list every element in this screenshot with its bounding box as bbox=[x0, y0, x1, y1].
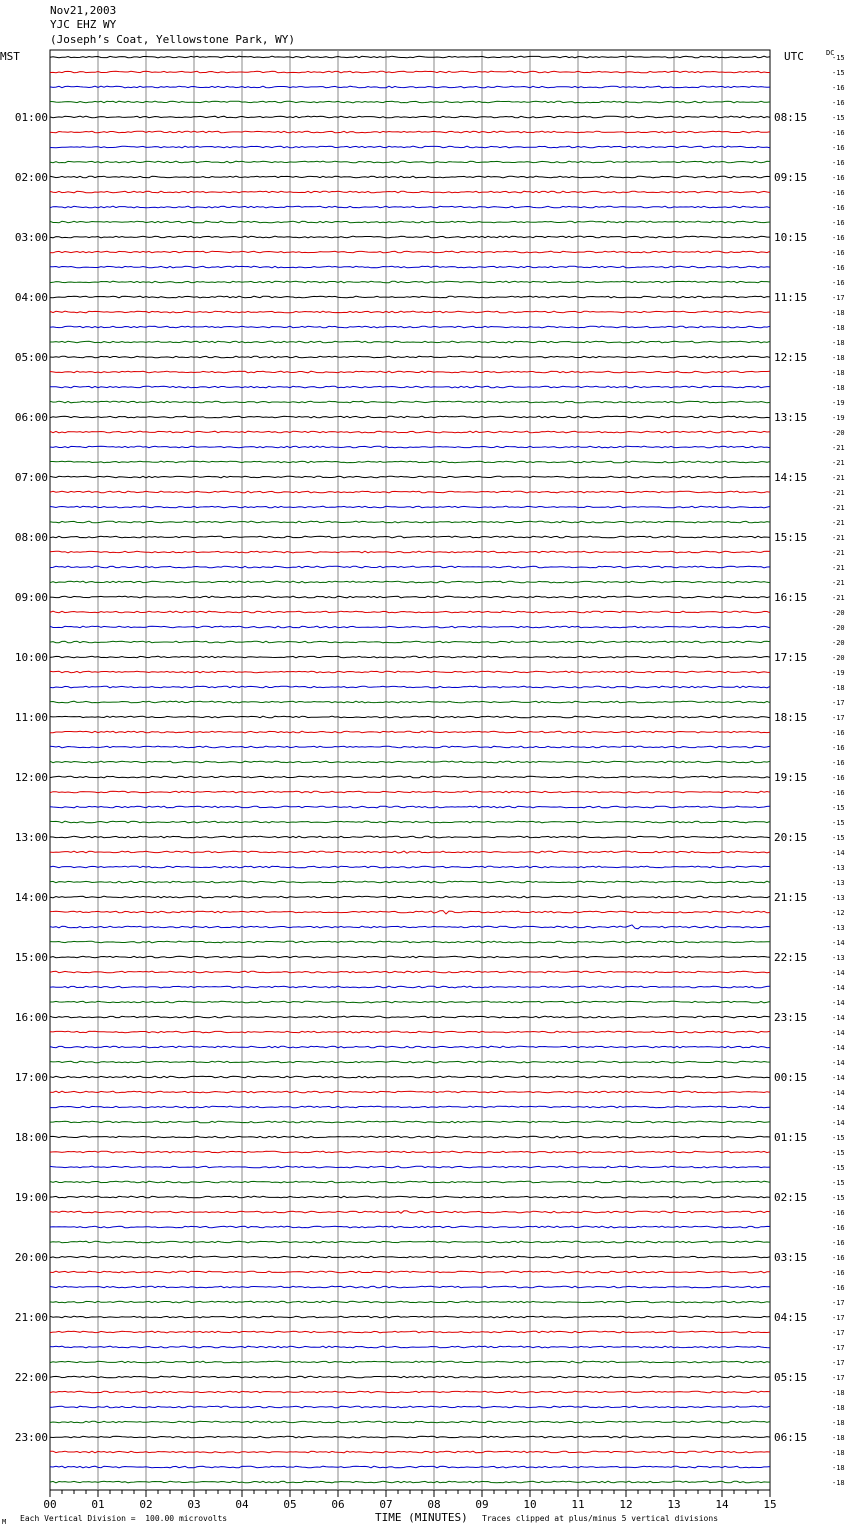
dc-offset-value: -17 bbox=[832, 1314, 845, 1322]
dc-offset-value: -14 bbox=[832, 984, 845, 992]
dc-offset-value: -15 bbox=[832, 69, 845, 77]
dc-offset-value: -16 bbox=[832, 144, 845, 152]
trace-line bbox=[50, 311, 770, 313]
trace-line bbox=[50, 506, 770, 508]
dc-offset-value: -13 bbox=[832, 864, 845, 872]
dc-offset-value: -16 bbox=[832, 234, 845, 242]
right-hour-label: 02:15 bbox=[774, 1191, 808, 1204]
trace-line bbox=[50, 1346, 770, 1348]
dc-offset-value: -16 bbox=[832, 99, 845, 107]
right-hour-label: 20:15 bbox=[774, 831, 808, 844]
trace-line bbox=[50, 1481, 770, 1483]
dc-offset-value: -13 bbox=[832, 954, 845, 962]
x-tick-label: 13 bbox=[667, 1498, 681, 1511]
trace-line bbox=[50, 191, 770, 193]
dc-offset-value: -17 bbox=[832, 714, 845, 722]
dc-offset-value: -16 bbox=[832, 744, 845, 752]
dc-offset-value: -20 bbox=[832, 609, 845, 617]
trace-line bbox=[50, 326, 770, 328]
dc-offset-value: -18 bbox=[832, 1434, 845, 1442]
x-tick-label: 06 bbox=[331, 1498, 345, 1511]
dc-offset-value: -14 bbox=[832, 1089, 845, 1097]
trace-line bbox=[50, 461, 770, 463]
trace-line bbox=[50, 836, 770, 838]
right-hour-label: 13:15 bbox=[774, 411, 808, 424]
trace-line bbox=[50, 1391, 770, 1393]
left-hour-label: 13:00 bbox=[14, 831, 48, 844]
trace-line bbox=[50, 866, 770, 868]
x-tick-label: 09 bbox=[475, 1498, 489, 1511]
dc-offset-value: -18 bbox=[832, 384, 845, 392]
trace-line bbox=[50, 896, 770, 898]
trace-line bbox=[50, 821, 770, 823]
right-hour-label: 05:15 bbox=[774, 1371, 808, 1384]
trace-line bbox=[50, 341, 770, 343]
x-tick-label: 04 bbox=[235, 1498, 249, 1511]
dc-offset-value: -17 bbox=[832, 699, 845, 707]
left-hour-label: 22:00 bbox=[14, 1371, 48, 1384]
trace-line bbox=[50, 641, 770, 643]
trace-line bbox=[50, 116, 770, 118]
dc-offset-value: -19 bbox=[832, 414, 845, 422]
right-hour-label: 17:15 bbox=[774, 651, 808, 664]
right-hour-label: 06:15 bbox=[774, 1431, 808, 1444]
trace-line bbox=[50, 1256, 770, 1258]
dc-offset-value: -18 bbox=[832, 1419, 845, 1427]
dc-offset-value: -17 bbox=[832, 1329, 845, 1337]
dc-offset-value: -18 bbox=[832, 1449, 845, 1457]
trace-line bbox=[50, 371, 770, 373]
trace-line bbox=[50, 1286, 770, 1288]
trace-line bbox=[50, 1181, 770, 1183]
trace-line bbox=[50, 1196, 770, 1198]
trace-line bbox=[50, 731, 770, 733]
trace-line bbox=[50, 551, 770, 553]
trace-line bbox=[50, 986, 770, 988]
x-tick-label: 14 bbox=[715, 1498, 729, 1511]
trace-line bbox=[50, 281, 770, 283]
dc-offset-value: -16 bbox=[832, 1254, 845, 1262]
trace-line bbox=[50, 1451, 770, 1453]
trace-line bbox=[50, 1316, 770, 1318]
dc-offset-value: -21 bbox=[832, 534, 845, 542]
dc-offset-value: -18 bbox=[832, 354, 845, 362]
trace-line bbox=[50, 626, 770, 628]
dc-offset-value: -14 bbox=[832, 1059, 845, 1067]
left-hour-label: 23:00 bbox=[14, 1431, 48, 1444]
dc-offset-value: -15 bbox=[832, 834, 845, 842]
right-hour-label: 23:15 bbox=[774, 1011, 808, 1024]
trace-line bbox=[50, 1211, 770, 1213]
dc-offset-value: -16 bbox=[832, 264, 845, 272]
dc-offset-value: -16 bbox=[832, 1224, 845, 1232]
dc-offset-value: -16 bbox=[832, 1284, 845, 1292]
dc-offset-value: -15 bbox=[832, 819, 845, 827]
trace-line bbox=[50, 146, 770, 148]
dc-offset-value: -16 bbox=[832, 729, 845, 737]
right-hour-label: 00:15 bbox=[774, 1071, 808, 1084]
trace-line bbox=[50, 1376, 770, 1378]
trace-line bbox=[50, 686, 770, 688]
dc-offset-value: -14 bbox=[832, 1104, 845, 1112]
x-tick-label: 00 bbox=[43, 1498, 57, 1511]
trace-line bbox=[50, 911, 770, 914]
dc-offset-value: -14 bbox=[832, 999, 845, 1007]
trace-line bbox=[50, 701, 770, 703]
trace-line bbox=[50, 1331, 770, 1333]
trace-line bbox=[50, 671, 770, 673]
dc-offset-value: -13 bbox=[832, 924, 845, 932]
trace-line bbox=[50, 1166, 770, 1168]
trace-line bbox=[50, 1466, 770, 1468]
dc-offset-value: -16 bbox=[832, 219, 845, 227]
dc-offset-value: -19 bbox=[832, 669, 845, 677]
trace-line bbox=[50, 176, 770, 178]
footer-mark: M bbox=[2, 1518, 7, 1526]
dc-offset-value: -14 bbox=[832, 1074, 845, 1082]
dc-offset-value: -15 bbox=[832, 1134, 845, 1142]
right-hour-label: 01:15 bbox=[774, 1131, 808, 1144]
dc-offset-value: -18 bbox=[832, 369, 845, 377]
trace-line bbox=[50, 521, 770, 523]
dc-offset-value: -17 bbox=[832, 294, 845, 302]
x-tick-label: 02 bbox=[139, 1498, 153, 1511]
dc-offset-value: -17 bbox=[832, 1344, 845, 1352]
trace-line bbox=[50, 86, 770, 88]
dc-offset-value: -21 bbox=[832, 519, 845, 527]
trace-line bbox=[50, 581, 770, 583]
dc-offset-value: -13 bbox=[832, 894, 845, 902]
trace-line bbox=[50, 416, 770, 418]
vertical-division-note: Each Vertical Division = 100.00 microvolts bbox=[20, 1514, 228, 1523]
trace-line bbox=[50, 1061, 770, 1063]
x-tick-label: 08 bbox=[427, 1498, 441, 1511]
dc-offset-value: -16 bbox=[832, 174, 845, 182]
left-hour-label: 20:00 bbox=[14, 1251, 48, 1264]
left-hour-label: 16:00 bbox=[14, 1011, 48, 1024]
dc-offset-value: -18 bbox=[832, 684, 845, 692]
x-tick-label: 01 bbox=[91, 1498, 105, 1511]
left-hour-label: 19:00 bbox=[14, 1191, 48, 1204]
trace-line bbox=[50, 251, 770, 253]
trace-line bbox=[50, 881, 770, 883]
right-hour-label: 04:15 bbox=[774, 1311, 808, 1324]
dc-offset-value: -17 bbox=[832, 1374, 845, 1382]
dc-offset-value: -17 bbox=[832, 1359, 845, 1367]
right-hour-label: 12:15 bbox=[774, 351, 808, 364]
dc-offset-value: -15 bbox=[832, 1164, 845, 1172]
dc-offset-value: -14 bbox=[832, 969, 845, 977]
trace-line bbox=[50, 611, 770, 613]
dc-offset-value: -16 bbox=[832, 249, 845, 257]
dc-offset-value: -16 bbox=[832, 1239, 845, 1247]
trace-line bbox=[50, 71, 770, 73]
left-hour-label: 07:00 bbox=[14, 471, 48, 484]
trace-line bbox=[50, 56, 770, 58]
dc-offset-value: -16 bbox=[832, 279, 845, 287]
left-hour-label: 17:00 bbox=[14, 1071, 48, 1084]
trace-line bbox=[50, 236, 770, 238]
dc-offset-value: -18 bbox=[832, 1389, 845, 1397]
dc-offset-value: -18 bbox=[832, 324, 845, 332]
dc-offset-value: -15 bbox=[832, 114, 845, 122]
dc-offset-value: -21 bbox=[832, 504, 845, 512]
trace-line bbox=[50, 386, 770, 388]
dc-offset-value: -15 bbox=[832, 1194, 845, 1202]
trace-line bbox=[50, 956, 770, 958]
trace-line bbox=[50, 161, 770, 163]
trace-line bbox=[50, 941, 770, 943]
left-hour-label: 21:00 bbox=[14, 1311, 48, 1324]
trace-line bbox=[50, 1301, 770, 1303]
dc-offset-value: -16 bbox=[832, 1209, 845, 1217]
trace-line bbox=[50, 206, 770, 208]
dc-offset-label: DC bbox=[826, 49, 835, 57]
trace-line bbox=[50, 1406, 770, 1408]
chart-location: (Joseph’s Coat, Yellowstone Park, WY) bbox=[50, 33, 296, 46]
dc-offset-value: -14 bbox=[832, 849, 845, 857]
right-hour-label: 11:15 bbox=[774, 291, 808, 304]
dc-offset-value: -16 bbox=[832, 774, 845, 782]
dc-offset-value: -16 bbox=[832, 159, 845, 167]
trace-line bbox=[50, 446, 770, 448]
dc-offset-value: -18 bbox=[832, 1404, 845, 1412]
dc-offset-value: -20 bbox=[832, 429, 845, 437]
trace-line bbox=[50, 1016, 770, 1018]
dc-offset-value: -20 bbox=[832, 654, 845, 662]
dc-offset-value: -20 bbox=[832, 639, 845, 647]
trace-line bbox=[50, 806, 770, 808]
left-hour-label: 02:00 bbox=[14, 171, 48, 184]
dc-offset-value: -21 bbox=[832, 459, 845, 467]
dc-offset-value: -21 bbox=[832, 489, 845, 497]
trace-line bbox=[50, 1046, 770, 1048]
right-hour-label: 14:15 bbox=[774, 471, 808, 484]
dc-offset-value: -14 bbox=[832, 1044, 845, 1052]
x-tick-label: 10 bbox=[523, 1498, 537, 1511]
left-hour-label: 01:00 bbox=[14, 111, 48, 124]
left-hour-label: 06:00 bbox=[14, 411, 48, 424]
left-timezone-label: MST bbox=[0, 50, 20, 63]
trace-line bbox=[50, 1151, 770, 1153]
dc-offset-value: -16 bbox=[832, 189, 845, 197]
trace-line bbox=[50, 131, 770, 133]
left-hour-label: 15:00 bbox=[14, 951, 48, 964]
trace-line bbox=[50, 1436, 770, 1438]
dc-offset-value: -18 bbox=[832, 1464, 845, 1472]
dc-offset-value: -14 bbox=[832, 1014, 845, 1022]
trace-line bbox=[50, 656, 770, 658]
dc-offset-value: -14 bbox=[832, 1029, 845, 1037]
dc-offset-value: -16 bbox=[832, 129, 845, 137]
dc-offset-value: -16 bbox=[832, 1269, 845, 1277]
trace-line bbox=[50, 476, 770, 478]
x-tick-label: 05 bbox=[283, 1498, 297, 1511]
dc-offset-value: -16 bbox=[832, 204, 845, 212]
left-hour-label: 05:00 bbox=[14, 351, 48, 364]
x-tick-label: 11 bbox=[571, 1498, 585, 1511]
trace-line bbox=[50, 101, 770, 103]
right-hour-label: 08:15 bbox=[774, 111, 808, 124]
trace-line bbox=[50, 356, 770, 358]
left-hour-label: 12:00 bbox=[14, 771, 48, 784]
dc-offset-value: -12 bbox=[832, 909, 845, 917]
x-axis-title: TIME (MINUTES) bbox=[375, 1511, 468, 1524]
dc-offset-value: -15 bbox=[832, 1179, 845, 1187]
trace-line bbox=[50, 491, 770, 493]
right-hour-label: 09:15 bbox=[774, 171, 808, 184]
trace-line bbox=[50, 596, 770, 598]
left-hour-label: 08:00 bbox=[14, 531, 48, 544]
dc-offset-value: -15 bbox=[832, 54, 845, 62]
dc-offset-value: -16 bbox=[832, 84, 845, 92]
dc-offset-value: -21 bbox=[832, 594, 845, 602]
dc-offset-value: -21 bbox=[832, 579, 845, 587]
dc-offset-value: -15 bbox=[832, 1149, 845, 1157]
right-hour-label: 21:15 bbox=[774, 891, 808, 904]
left-hour-label: 04:00 bbox=[14, 291, 48, 304]
x-tick-label: 03 bbox=[187, 1498, 201, 1511]
trace-line bbox=[50, 1361, 770, 1363]
dc-offset-value: -18 bbox=[832, 309, 845, 317]
right-hour-label: 16:15 bbox=[774, 591, 808, 604]
left-hour-label: 18:00 bbox=[14, 1131, 48, 1144]
trace-line bbox=[50, 1091, 770, 1093]
trace-line bbox=[50, 776, 770, 778]
x-tick-label: 15 bbox=[763, 1498, 777, 1511]
trace-line bbox=[50, 1121, 770, 1123]
dc-offset-value: -18 bbox=[832, 1479, 845, 1487]
dc-offset-value: -21 bbox=[832, 444, 845, 452]
trace-line bbox=[50, 971, 770, 973]
dc-offset-value: -18 bbox=[832, 339, 845, 347]
chart-date: Nov21,2003 bbox=[50, 4, 117, 17]
trace-line bbox=[50, 716, 770, 718]
trace-line bbox=[50, 536, 770, 538]
plot-frame bbox=[50, 50, 770, 1490]
x-tick-label: 07 bbox=[379, 1498, 393, 1511]
dc-offset-value: -21 bbox=[832, 564, 845, 572]
trace-line bbox=[50, 851, 770, 853]
right-hour-label: 15:15 bbox=[774, 531, 808, 544]
trace-line bbox=[50, 761, 770, 763]
dc-offset-value: -14 bbox=[832, 939, 845, 947]
left-hour-label: 10:00 bbox=[14, 651, 48, 664]
clipping-note: Traces clipped at plus/minus 5 vertical divisions bbox=[482, 1514, 719, 1523]
trace-line bbox=[50, 401, 770, 403]
dc-offset-value: -21 bbox=[832, 549, 845, 557]
dc-offset-value: -20 bbox=[832, 624, 845, 632]
x-tick-label: 12 bbox=[619, 1498, 633, 1511]
right-hour-label: 03:15 bbox=[774, 1251, 808, 1264]
dc-offset-value: -16 bbox=[832, 789, 845, 797]
right-hour-label: 19:15 bbox=[774, 771, 808, 784]
trace-line bbox=[50, 746, 770, 748]
right-hour-label: 18:15 bbox=[774, 711, 808, 724]
dc-offset-value: -16 bbox=[832, 759, 845, 767]
trace-line bbox=[50, 925, 770, 929]
trace-line bbox=[50, 1136, 770, 1138]
trace-line bbox=[50, 1241, 770, 1243]
trace-line bbox=[50, 1001, 770, 1003]
trace-line bbox=[50, 266, 770, 268]
left-hour-label: 03:00 bbox=[14, 231, 48, 244]
chart-station: YJC EHZ WY bbox=[50, 18, 117, 31]
dc-offset-value: -15 bbox=[832, 804, 845, 812]
right-timezone-label: UTC bbox=[784, 50, 804, 63]
trace-line bbox=[50, 221, 770, 223]
trace-line bbox=[50, 1106, 770, 1108]
dc-offset-value: -17 bbox=[832, 1299, 845, 1307]
trace-line bbox=[50, 1076, 770, 1078]
left-hour-label: 14:00 bbox=[14, 891, 48, 904]
trace-line bbox=[50, 791, 770, 793]
trace-line bbox=[50, 1226, 770, 1228]
right-hour-label: 22:15 bbox=[774, 951, 808, 964]
trace-line bbox=[50, 566, 770, 568]
trace-line bbox=[50, 431, 770, 433]
left-hour-label: 09:00 bbox=[14, 591, 48, 604]
dc-offset-value: -13 bbox=[832, 879, 845, 887]
trace-line bbox=[50, 1421, 770, 1423]
trace-line bbox=[50, 1271, 770, 1273]
dc-offset-value: -19 bbox=[832, 399, 845, 407]
trace-line bbox=[50, 1031, 770, 1033]
right-hour-label: 10:15 bbox=[774, 231, 808, 244]
trace-line bbox=[50, 296, 770, 298]
dc-offset-value: -21 bbox=[832, 474, 845, 482]
left-hour-label: 11:00 bbox=[14, 711, 48, 724]
dc-offset-value: -14 bbox=[832, 1119, 845, 1127]
